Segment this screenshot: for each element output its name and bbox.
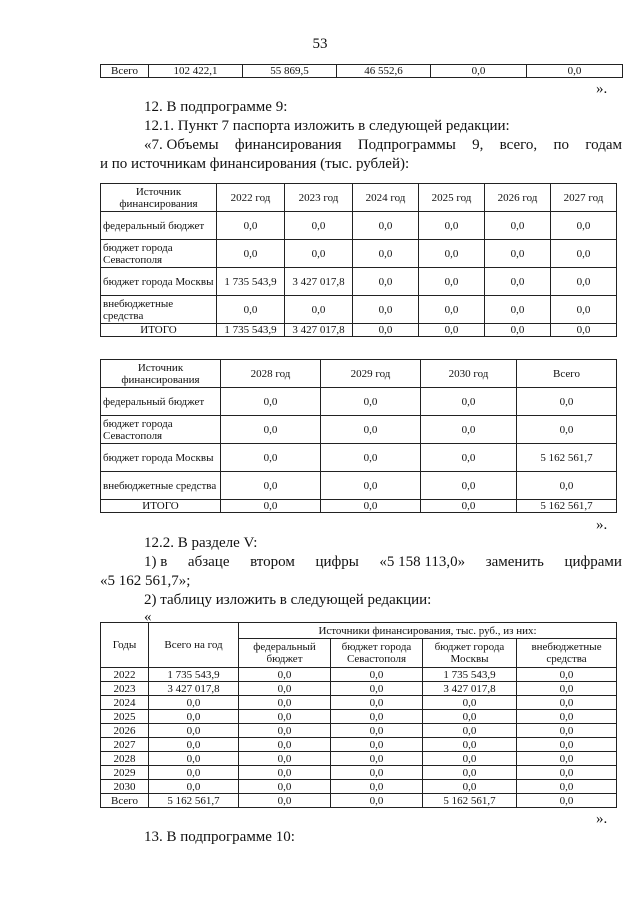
table-row [101, 472, 617, 500]
table-cell: 0,0 [239, 780, 331, 794]
table-cell: 0,0 [421, 416, 517, 444]
table-cell: 1 735 543,9 [217, 324, 285, 337]
table-cell: 0,0 [517, 696, 617, 710]
header-year: 2023 год [285, 184, 353, 212]
table-cell: 0,0 [551, 240, 617, 268]
table-cell: 0,0 [239, 710, 331, 724]
table-row [101, 444, 617, 472]
table-total-row [101, 500, 617, 513]
table-cell: 3 427 017,8 [149, 682, 239, 696]
table-cell: 0,0 [331, 668, 423, 682]
table-cell: 0,0 [419, 240, 485, 268]
row-label: внебюджетные средства [101, 296, 217, 324]
table-cell: 0,0 [517, 710, 617, 724]
header-sources: Источники финансирования, тыс. руб., из них: [239, 623, 617, 639]
table-cell: 0,0 [423, 738, 517, 752]
word: цифры [315, 554, 359, 570]
table-cell: 3 427 017,8 [423, 682, 517, 696]
table-row [101, 212, 617, 240]
word: финансирования [234, 137, 342, 153]
table-cell: 0,0 [423, 710, 517, 724]
table-row [101, 668, 617, 682]
table-cell: 0,0 [239, 766, 331, 780]
table-row [101, 738, 617, 752]
word: всего, [499, 137, 538, 153]
header-total-per-year: Всего на год [149, 623, 239, 668]
row-label: 2027 [101, 738, 149, 752]
paragraph-13: 13. В подпрограмме 10: [144, 829, 295, 845]
table-cell: 0,0 [221, 388, 321, 416]
table-cell: 0,0 [551, 212, 617, 240]
header-year: 2027 год [551, 184, 617, 212]
table-cell: 0,0 [421, 472, 517, 500]
table-cell: 5 162 561,7 [517, 500, 617, 513]
word: заменить [485, 554, 544, 570]
table-cell: 0,0 [239, 696, 331, 710]
row-label: 2029 [101, 766, 149, 780]
closing-mark: ». [596, 517, 608, 533]
table-cell: 0,0 [485, 296, 551, 324]
table-cell: 1 735 543,9 [149, 668, 239, 682]
table-cell: 0,0 [517, 724, 617, 738]
table-cell: 0,0 [485, 240, 551, 268]
table-row [101, 416, 617, 444]
header-sevastopol-budget: бюджет города Севастополя [331, 639, 423, 668]
row-label: 2025 [101, 710, 149, 724]
table-cell: 0,0 [285, 296, 353, 324]
table-row [101, 240, 617, 268]
row-label: федеральный бюджет [101, 388, 221, 416]
word: «7. Объемы [144, 137, 219, 153]
table-cell: 0,0 [517, 794, 617, 808]
table-cell: 0,0 [353, 296, 419, 324]
paragraph-12-1: 12.1. Пункт 7 паспорта изложить в следующей редакции: [144, 118, 510, 134]
table-cell: 0,0 [221, 500, 321, 513]
table-cell: 0,0 [551, 296, 617, 324]
table-cell: 3 427 017,8 [285, 268, 353, 296]
row-label: бюджет города Севастополя [101, 240, 217, 268]
table-cell: 0,0 [517, 416, 617, 444]
table-cell: 0,0 [423, 696, 517, 710]
paragraph-12: 12. В подпрограмме 9: [144, 99, 288, 115]
table-cell: 0,0 [331, 794, 423, 808]
word: втором [250, 554, 295, 570]
table-cell: 0,0 [321, 388, 421, 416]
table-cell: 0,0 [331, 780, 423, 794]
header-federal-budget: федеральный бюджет [239, 639, 331, 668]
table-cell: 0,0 [221, 416, 321, 444]
table-cell: 0,0 [485, 324, 551, 337]
table-cell: 0,0 [517, 472, 617, 500]
table-header-row [101, 184, 617, 212]
table-cell: 0,0 [239, 794, 331, 808]
closing-mark: ». [596, 811, 608, 827]
table-cell: 46 552,6 [337, 65, 431, 78]
table-cell: 0,0 [517, 682, 617, 696]
row-label: 2023 [101, 682, 149, 696]
paragraph-12-2: 12.2. В разделе V: [144, 535, 258, 551]
table-cell: 0,0 [485, 268, 551, 296]
table-cell: 0,0 [551, 268, 617, 296]
table-cell: 0,0 [423, 752, 517, 766]
table-cell: 0,0 [517, 388, 617, 416]
table-cell: 0,0 [331, 682, 423, 696]
table-cell: 0,0 [419, 212, 485, 240]
table-cell: 0,0 [321, 500, 421, 513]
header-year: 2022 год [217, 184, 285, 212]
table-row [101, 696, 617, 710]
table-cell: 0,0 [421, 500, 517, 513]
row-label: 2024 [101, 696, 149, 710]
table-cell: 0,0 [421, 444, 517, 472]
header-years: Годы [101, 623, 149, 668]
table-cell: 0,0 [517, 766, 617, 780]
table-cell: 0,0 [527, 65, 623, 78]
word: годам [585, 137, 622, 153]
table-cell: 0,0 [321, 472, 421, 500]
table-cell: 0,0 [423, 780, 517, 794]
table-cell: 0,0 [149, 752, 239, 766]
table-cell: 0,0 [285, 240, 353, 268]
paragraph-7-line1 [144, 136, 622, 154]
table-cell: 0,0 [353, 240, 419, 268]
table-cell: 5 162 561,7 [517, 444, 617, 472]
table-cell: 0,0 [239, 668, 331, 682]
table-row [101, 268, 617, 296]
table-cell: 0,0 [517, 752, 617, 766]
financing-table-2022-2027 [100, 183, 617, 337]
closing-mark: ». [596, 81, 608, 97]
table-cell: 0,0 [331, 752, 423, 766]
table-cell: 0,0 [239, 724, 331, 738]
table-cell: 0,0 [149, 724, 239, 738]
table-cell: 1 735 543,9 [217, 268, 285, 296]
row-label: ИТОГО [101, 500, 221, 513]
row-label: ИТОГО [101, 324, 217, 337]
table-cell: 0,0 [331, 738, 423, 752]
row-label: внебюджетные средства [101, 472, 221, 500]
header-source: Источник финансирования [101, 184, 217, 212]
table-cell: 0,0 [353, 268, 419, 296]
header-year: 2026 год [485, 184, 551, 212]
table-cell: 0,0 [221, 472, 321, 500]
table-total-row [101, 324, 617, 337]
header-year: 2029 год [321, 360, 421, 388]
row-label: 2028 [101, 752, 149, 766]
table-cell: 0,0 [239, 752, 331, 766]
table-cell: 0,0 [419, 324, 485, 337]
table-cell: 0,0 [331, 766, 423, 780]
paragraph-item1-line1 [144, 553, 622, 571]
table-cell: 0,0 [239, 682, 331, 696]
table-cell: 0,0 [421, 388, 517, 416]
table-row [101, 296, 617, 324]
table-cell: 0,0 [217, 296, 285, 324]
word: абзаце [187, 554, 230, 570]
table-cell: 0,0 [321, 416, 421, 444]
table-total-row [101, 794, 617, 808]
table-cell: 0,0 [217, 240, 285, 268]
financing-table-2028-2030 [100, 359, 617, 513]
table-cell: 0,0 [149, 696, 239, 710]
table-cell: 0,0 [517, 780, 617, 794]
table-body [101, 668, 617, 808]
row-label: Всего [101, 794, 149, 808]
table-cell: 0,0 [331, 710, 423, 724]
table-cell: 5 162 561,7 [149, 794, 239, 808]
table-cell: 0,0 [221, 444, 321, 472]
word: 1) в [144, 554, 168, 570]
table-cell: 102 422,1 [149, 65, 243, 78]
paragraph-7-line2: и по источникам финансирования (тыс. рублей): [100, 156, 410, 172]
header-year: 2028 год [221, 360, 321, 388]
table-cell: 0,0 [353, 324, 419, 337]
header-total: Всего [517, 360, 617, 388]
table-cell: 0,0 [423, 766, 517, 780]
yearly-financing-table [100, 622, 617, 808]
table-cell: 0,0 [419, 268, 485, 296]
row-label: бюджет города Москвы [101, 444, 221, 472]
page-number: 53 [312, 36, 328, 52]
table-row [101, 780, 617, 794]
table-cell: 0,0 [285, 212, 353, 240]
header-year: 2025 год [419, 184, 485, 212]
row-label: 2030 [101, 780, 149, 794]
word: цифрами [564, 554, 622, 570]
word: «5 158 113,0» [379, 554, 466, 570]
table-row [101, 752, 617, 766]
table-cell: 3 427 017,8 [285, 324, 353, 337]
word: по [553, 137, 570, 153]
table-row [101, 388, 617, 416]
table-row [101, 766, 617, 780]
table-row [101, 65, 623, 78]
table-cell: 0,0 [419, 296, 485, 324]
table-row [101, 682, 617, 696]
header-extrabudgetary: внебюджетные средства [517, 639, 617, 668]
table-header-row [101, 360, 617, 388]
table-cell: 0,0 [331, 696, 423, 710]
table-cell: 0,0 [239, 738, 331, 752]
paragraph-item2: 2) таблицу изложить в следующей редакции: [144, 592, 432, 608]
table-cell: 0,0 [353, 212, 419, 240]
row-label: 2026 [101, 724, 149, 738]
table-cell: Всего [101, 65, 149, 78]
row-label: 2022 [101, 668, 149, 682]
row-label: бюджет города Севастополя [101, 416, 221, 444]
top-table [100, 64, 623, 78]
header-year: 2024 год [353, 184, 419, 212]
table-cell: 0,0 [149, 738, 239, 752]
table-cell: 0,0 [331, 724, 423, 738]
header-year: 2030 год [421, 360, 517, 388]
table-cell: 55 869,5 [243, 65, 337, 78]
row-label: федеральный бюджет [101, 212, 217, 240]
word: Подпрограммы [357, 137, 456, 153]
table-cell: 0,0 [149, 710, 239, 724]
table-header-row [101, 623, 617, 639]
table-cell: 0,0 [431, 65, 527, 78]
table-cell: 0,0 [149, 780, 239, 794]
open-quote: « [144, 609, 152, 625]
table-cell: 0,0 [149, 766, 239, 780]
table-row [101, 710, 617, 724]
table-cell: 0,0 [321, 444, 421, 472]
table-cell: 0,0 [217, 212, 285, 240]
table-cell: 0,0 [423, 724, 517, 738]
table-row [101, 724, 617, 738]
paragraph-item1-line2: «5 162 561,7»; [100, 573, 191, 589]
row-label: бюджет города Москвы [101, 268, 217, 296]
table-cell: 0,0 [485, 212, 551, 240]
word: 9, [472, 137, 484, 153]
header-moscow-budget: бюджет города Москвы [423, 639, 517, 668]
header-source: Источник финансирования [101, 360, 221, 388]
table-cell: 0,0 [517, 738, 617, 752]
table-cell: 0,0 [551, 324, 617, 337]
table-cell: 5 162 561,7 [423, 794, 517, 808]
table-cell: 1 735 543,9 [423, 668, 517, 682]
table-cell: 0,0 [517, 668, 617, 682]
